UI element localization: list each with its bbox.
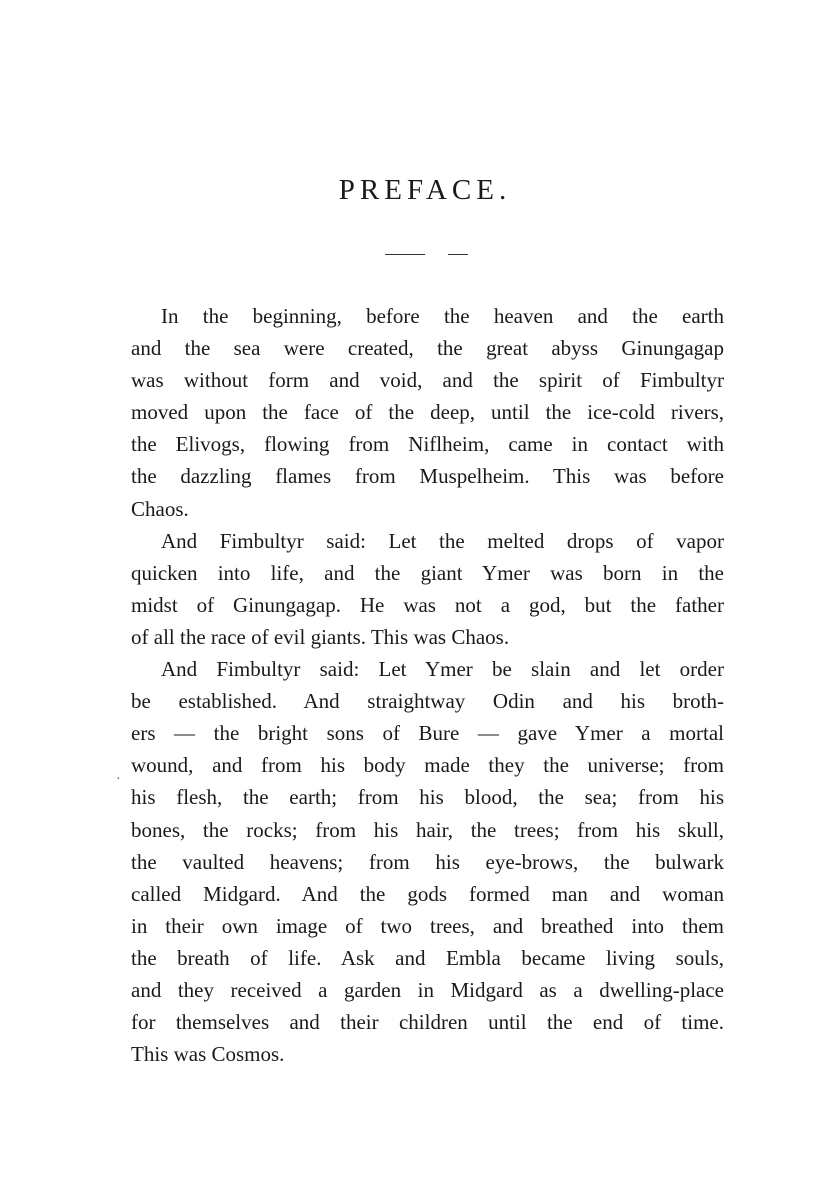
text-line: Chaos. bbox=[131, 496, 189, 521]
text-line: in their own image of two trees, and breathed into them bbox=[131, 913, 724, 938]
text-line: was without form and void, and the spirit of Fimbultyr bbox=[131, 368, 724, 393]
text-line: for themselves and their children until the end of time. bbox=[131, 1010, 724, 1035]
text-line: In the beginning, before the heaven and the earth bbox=[161, 304, 724, 328]
title-rule-long bbox=[385, 254, 425, 255]
text-line: of all the race of evil giants. This was Chaos. bbox=[131, 624, 510, 649]
text-line: be established. And straightway Odin and his broth- bbox=[131, 689, 724, 714]
margin-mark: · bbox=[116, 772, 121, 787]
text-line: the vaulted heavens; from his eye-brows, the bulwark bbox=[131, 849, 724, 874]
text-line: midst of Ginungagap. He was not a god, but the father bbox=[131, 592, 724, 617]
text-line: ers — the bright sons of Bure — gave Ymer a mortal bbox=[131, 721, 724, 746]
text-line: moved upon the face of the deep, until the ice-cold rivers, bbox=[131, 400, 724, 425]
text-line: And Fimbultyr said: Let Ymer be slain and let order bbox=[161, 657, 724, 682]
text-line: And Fimbultyr said: Let the melted drops of vapor bbox=[161, 528, 724, 553]
text-line: This was Cosmos. bbox=[131, 1042, 285, 1067]
text-line: bones, the rocks; from his hair, the trees; from his skull, bbox=[131, 817, 724, 842]
text-line: and they received a garden in Midgard as a dwelling-place bbox=[131, 977, 724, 1002]
text-line: and the sea were created, the great abyss Ginungagap bbox=[131, 336, 724, 361]
text-line: wound, and from his body made they the universe; from bbox=[131, 753, 724, 778]
text-line: the Elivogs, flowing from Niflheim, came in contact with bbox=[131, 432, 724, 457]
text-line: the dazzling flames from Muspelheim. This was before bbox=[131, 464, 724, 489]
page-title: PREFACE. bbox=[338, 174, 512, 206]
text-line: called Midgard. And the gods formed man and woman bbox=[131, 881, 724, 906]
text-line: quicken into life, and the giant Ymer was born in the bbox=[131, 560, 724, 585]
text-line: his flesh, the earth; from his blood, the sea; from his bbox=[131, 785, 724, 810]
preface-body bbox=[131, 300, 724, 1070]
text-line: the breath of life. Ask and Embla became living souls, bbox=[131, 945, 724, 970]
title-rule-short bbox=[448, 254, 468, 255]
